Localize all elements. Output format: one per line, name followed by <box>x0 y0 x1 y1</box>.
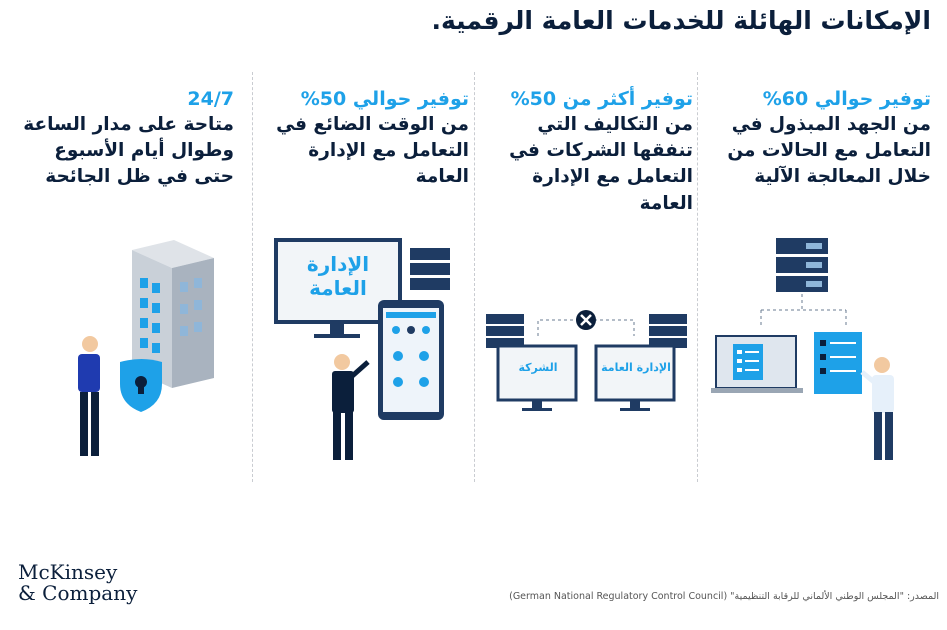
close-icon <box>576 310 596 330</box>
stat-column-costs <box>483 88 693 217</box>
stat-description <box>716 112 931 191</box>
admin-monitor <box>596 346 674 411</box>
monitor-label <box>280 252 396 300</box>
stat-line: التعامل مع الإدارة <box>532 166 693 188</box>
stat-column-availability <box>19 88 234 191</box>
stat-line: خلال المعالجة الآلية <box>754 166 931 188</box>
stat-column-effort <box>716 88 931 191</box>
person-icon <box>862 357 894 460</box>
stat-line: من الجهد المبذول في <box>731 113 931 135</box>
column-divider <box>252 72 253 482</box>
monitor-label-line: العامة <box>309 276 367 300</box>
logo-line: McKinsey <box>18 560 118 584</box>
stat-line: وطوال أيام الأسبوع <box>54 140 234 162</box>
stat-headline: توفير حوالي 60% <box>762 88 931 110</box>
stat-line: متاحة على مدار الساعة <box>23 113 234 135</box>
stat-line: العامة <box>639 192 693 214</box>
source-note: المصدر: "المجلس الوطني الألماني للرقابة التنظيمية" (German National Regulatory Control Council) <box>509 591 939 602</box>
shield-lock-icon <box>120 359 162 412</box>
stat-line: تنفقها الشركات في <box>509 140 693 162</box>
stat-line: من الوقت الضائع في <box>276 113 469 135</box>
stat-line: حتى في ظل الجائحة <box>45 166 234 188</box>
stat-headline: 24/7 <box>187 88 234 110</box>
stat-line: من التكاليف التي <box>537 113 693 135</box>
businessman-icon <box>332 354 368 460</box>
column-divider <box>474 72 475 482</box>
checklist-icon <box>814 332 862 394</box>
stat-headline: توفير أكثر من 50% <box>510 88 693 110</box>
server-stack-icon <box>776 238 828 292</box>
stat-headline: توفير حوالي 50% <box>300 88 469 110</box>
logo-line: & Company <box>18 581 138 605</box>
stat-description <box>19 112 234 191</box>
laptop-icon <box>711 336 803 393</box>
company-screen-label: الشركة <box>518 361 558 374</box>
stat-column-time <box>259 88 469 191</box>
stat-line: التعامل مع الإدارة <box>308 140 469 162</box>
monitor-label-line: الإدارة <box>306 252 370 276</box>
column-divider <box>697 72 698 482</box>
woman-icon <box>78 336 100 456</box>
admin-screen-label: الإدارة العامة <box>601 361 671 374</box>
tablet-icon <box>378 300 444 420</box>
stat-line: العامة <box>415 166 469 188</box>
stat-line: التعامل مع الحالات من <box>727 140 931 162</box>
stat-description <box>259 112 469 191</box>
availability-illustration <box>64 238 224 468</box>
automation-illustration <box>706 232 936 467</box>
mckinsey-logo <box>18 562 137 604</box>
page-title: الإمكانات الهائلة للخدمات العامة الرقمية. <box>431 6 931 35</box>
stat-description <box>483 112 693 217</box>
server-stack-icon <box>410 248 450 290</box>
company-admin-illustration <box>484 300 689 420</box>
company-monitor <box>498 346 576 411</box>
